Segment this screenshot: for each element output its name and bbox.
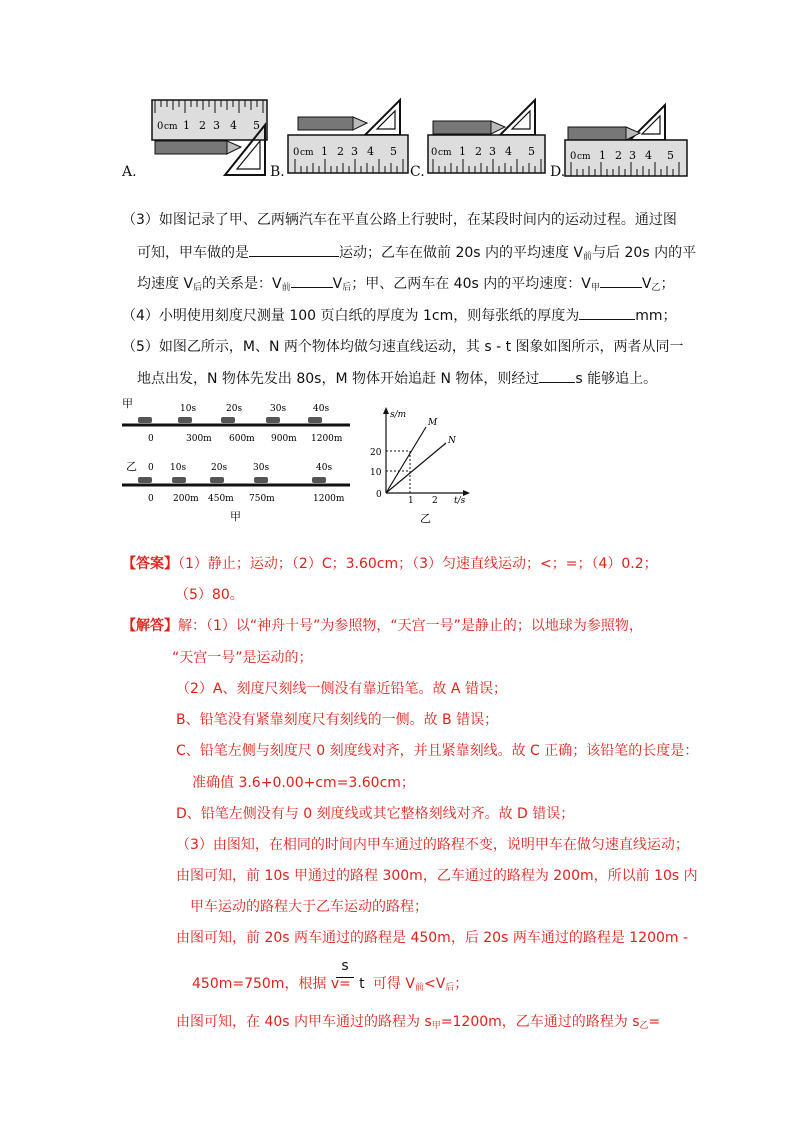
caption-jia: 甲 [230, 510, 241, 523]
option-c-drawing [428, 100, 545, 173]
svg-text:2: 2 [475, 145, 482, 158]
svg-text:30s: 30s [270, 404, 287, 414]
svg-text:1: 1 [459, 145, 466, 158]
answer-line2: （5）80。 [175, 587, 244, 603]
solution-line2: “天宫一号”是运动的； [172, 650, 313, 666]
svg-text:900m: 900m [271, 434, 297, 444]
svg-text:450m: 450m [208, 494, 234, 504]
svg-text:t/s: t/s [454, 496, 466, 506]
svg-text:4: 4 [230, 119, 237, 132]
svg-text:3: 3 [629, 149, 636, 162]
ruler-options-figure [115, 95, 700, 185]
svg-text:1200m: 1200m [311, 434, 343, 444]
svg-text:20: 20 [370, 448, 382, 458]
fraction-numerator: s [341, 958, 349, 974]
svg-text:0: 0 [148, 463, 154, 473]
label-jia: 甲 [122, 397, 133, 410]
svg-text:200m: 200m [173, 494, 199, 504]
svg-text:1: 1 [183, 119, 190, 132]
solution-line5: C、铅笔左侧与刻度尺 0 刻度线对齐，并且紧靠刻线。故 C 正确；该铅笔的长度是： [176, 743, 699, 759]
svg-text:4: 4 [505, 145, 512, 158]
jia-cars [138, 417, 322, 423]
svg-text:M: M [428, 418, 438, 428]
solution-tag: 【解答】 [122, 618, 178, 634]
answer-line1: 【答案】（1）静止；运动；（2）C；3.60cm；（3）匀速直线运动；<；=；（4）0.2； [122, 556, 658, 572]
svg-text:0: 0 [293, 147, 300, 158]
svg-text:5: 5 [253, 119, 260, 132]
solution-line10: 甲车运动的路程大于乙车运动的路程； [190, 899, 428, 915]
option-d-label: D. [550, 164, 566, 180]
st-graph-figure [368, 405, 488, 530]
solution-line4: B、铅笔没有紧靠刻度尺有刻线的一侧。故 B 错误； [176, 712, 499, 728]
solution-line7: D、铅笔左侧没有与 0 刻度线或其它整格刻线对齐。故 D 错误； [176, 806, 575, 822]
svg-text:0: 0 [148, 434, 154, 444]
q5-line1: （5）如图乙所示，M、N 两个物体均做匀速直线运动，其 s - t 图象如图所示，两者从同一 [122, 339, 684, 355]
svg-text:1: 1 [321, 145, 328, 158]
svg-text:1: 1 [408, 496, 414, 506]
solution-line12: 450m=750m，根据 v= t 可得 $V_前<V_后$； [192, 976, 469, 993]
caption-yi: 乙 [420, 512, 431, 525]
svg-text:40s: 40s [313, 404, 330, 414]
option-c-label: C. [410, 164, 425, 180]
svg-text:300m: 300m [186, 434, 212, 444]
svg-text:5: 5 [390, 145, 397, 158]
option-b-label: B. [270, 164, 285, 180]
svg-text:2: 2 [337, 145, 344, 158]
solution-line3: （2）A、刻度尺刻线一侧没有靠近铅笔。故 A 错误； [176, 681, 507, 697]
svg-text:3: 3 [213, 119, 220, 132]
svg-text:0: 0 [157, 121, 164, 132]
q5-line2: 地点出发，N 物体先发出 80s，M 物体开始追赶 N 物体，则经过 s 能够追上。 [137, 368, 657, 389]
solution-line6: 准确值 3.6+0.00+cm=3.60cm； [192, 775, 415, 791]
svg-text:0: 0 [148, 494, 154, 504]
q4-line: （4）小明使用刻度尺测量 100 页白纸的厚度为 1cm，则每张纸的厚度为 mm； [122, 305, 677, 326]
svg-text:0: 0 [431, 147, 438, 158]
svg-text:5: 5 [528, 145, 535, 158]
svg-text:20s: 20s [211, 463, 228, 473]
solution-line11: 由图可知，前 20s 两车通过的路程是 450m，后 20s 两车通过的路程是 1200m - [176, 930, 689, 946]
solution-line9: 由图可知，前 10s 甲通过的路程 300m，乙车通过的路程为 200m，所以前 10s 内 [176, 868, 698, 884]
line-m [386, 427, 426, 493]
svg-text:4: 4 [367, 145, 374, 158]
q3-line1: （3）如图记录了甲、乙两辆汽车在平直公路上行驶时，在某段时间内的运动过程。通过图 [122, 212, 677, 228]
svg-text:30s: 30s [253, 463, 270, 473]
solution-line1: 【解答】解：（1）以“神舟十号”为参照物，“天宫一号”是静止的；以地球为参照物， [122, 618, 643, 634]
svg-text:2: 2 [615, 149, 622, 162]
solution-line13: 由图可知，在 40s 内甲车通过的路程为 $s_甲=1200m$，乙车通过的路程为 $s_乙=$ [176, 1014, 661, 1031]
svg-text:10: 10 [370, 468, 382, 478]
svg-text:600m: 600m [229, 434, 255, 444]
svg-text:4: 4 [645, 149, 652, 162]
fraction-denominator: t [359, 976, 365, 992]
svg-text:1200m: 1200m [313, 494, 345, 504]
svg-text:3: 3 [489, 145, 496, 158]
svg-text:10s: 10s [170, 463, 187, 473]
svg-text:1: 1 [599, 149, 606, 162]
label-yi: 乙 [126, 460, 137, 473]
answer-tag: 【答案】 [122, 556, 178, 572]
svg-text:20s: 20s [226, 404, 243, 414]
option-b-drawing [288, 100, 408, 173]
option-d-drawing [565, 105, 687, 176]
svg-text:cm: cm [577, 152, 591, 162]
svg-text:40s: 40s [316, 463, 333, 473]
solution-line8: （3）由图知，在相同的时间内甲车通过的路程不变，说明甲车在做匀速直线运动； [176, 837, 689, 853]
car-motion-figure [118, 395, 358, 530]
svg-text:10s: 10s [180, 404, 197, 414]
svg-text:cm: cm [300, 148, 314, 158]
svg-text:5: 5 [667, 149, 674, 162]
svg-text:cm: cm [164, 122, 178, 132]
svg-text:cm: cm [438, 148, 452, 158]
svg-text:s/m: s/m [390, 410, 407, 420]
svg-text:2: 2 [432, 496, 438, 506]
svg-text:750m: 750m [249, 494, 275, 504]
svg-text:N: N [448, 436, 456, 446]
option-a-label: A. [122, 164, 137, 180]
svg-text:0: 0 [570, 151, 577, 162]
svg-text:3: 3 [351, 145, 358, 158]
svg-text:0: 0 [376, 490, 382, 500]
q3-line3: 均速度 $V_后$的关系是：$V_前$ $V_后$；甲、乙两车在 40s 内的平均速度：$V_甲$ $V_乙$； [137, 273, 674, 298]
svg-text:2: 2 [199, 119, 206, 132]
option-a-drawing [152, 100, 267, 175]
yi-cars [138, 477, 326, 483]
q3-line2: 可知，甲车做的是 运动；乙车在做前 20s 内的平均速度 $V_前$与后 20s 内的平 [137, 242, 696, 267]
